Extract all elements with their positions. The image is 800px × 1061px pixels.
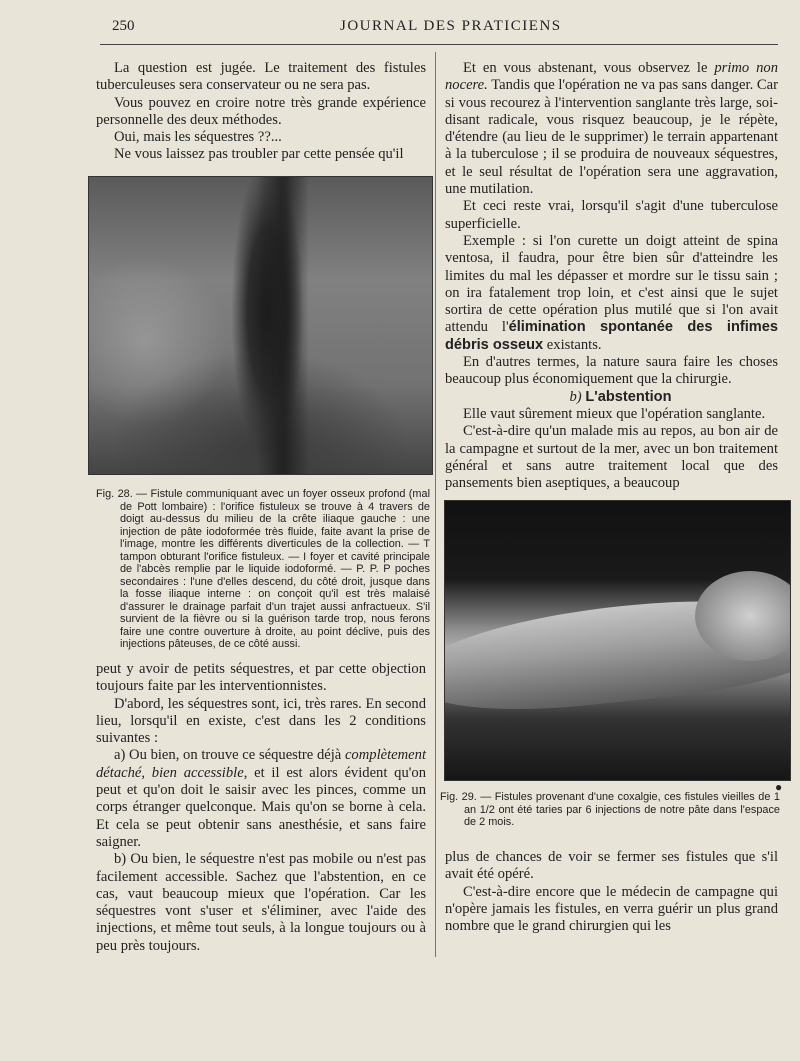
paragraph: plus de chances de voir se fermer ses fistules que s'il avait été opéré.: [445, 849, 778, 883]
section-title: L'abstention: [585, 388, 672, 405]
paragraph: C'est-à-dire qu'un malade mis au repos, au bon air de la campagne et surtout de la mer, avec un bon traitement général et sans autre traitement local que des pansements bien aseptiques, a beaucoup: [445, 423, 778, 492]
paragraph: En d'autres termes, la nature saura faire les choses beaucoup plus économiquement que la chirurgie.: [445, 354, 778, 388]
bold-phrase: élimination spontanée des infimes débris osseux: [445, 319, 778, 353]
left-column-top: [96, 60, 426, 164]
emphasis: complètement détaché, bien accessible: [96, 747, 426, 781]
right-column-bottom: [445, 849, 778, 935]
paragraph: D'abord, les séquestres sont, ici, très rares. En second lieu, lorsqu'il en existe, c'est dans les 2 conditions suivantes :: [96, 695, 426, 747]
section-heading: [445, 389, 778, 406]
paragraph: Ne vous laissez pas troubler par cette pensée qu'il: [114, 146, 404, 163]
paragraph: La question est jugée. Le traitement des fistules tuberculeuses sera conservateur ou ne sera pas.: [96, 60, 426, 94]
paragraph: Vous pouvez en croire notre très grande expérience personnelle des deux méthodes.: [96, 94, 426, 128]
header-rule: [100, 44, 778, 45]
left-column-bottom: [96, 661, 426, 955]
paragraph: b) Ou bien, le séquestre n'est pas mobile ou n'est pas facilement accessible. Sachez que l'abstention, en ce cas, vaut beaucoup mieux que l'opération. Car les séquestres vont s'user et s'éliminer, avec l'aide des injections, et même tout seuls, à la longue toujours ou à peu près toujours.: [96, 851, 426, 954]
paragraph: Oui, mais les séquestres ??...: [114, 129, 282, 146]
paragraph: Elle vaut sûrement mieux que l'opération sanglante.: [463, 405, 766, 422]
figure-28-radiograph: [88, 176, 433, 475]
section-prefix: b): [569, 388, 582, 405]
bullet-mark: ●: [775, 780, 783, 794]
radiograph-highlight: [89, 257, 229, 427]
figure-label: Fig. 29.: [440, 791, 477, 803]
paragraph: C'est-à-dire encore que le médecin de campagne qui n'opère jamais les fistules, en verra guérir un plus grand nombre que le grand chirurgien qui les: [445, 883, 778, 935]
emphasis: primo non nocere.: [445, 60, 779, 94]
paragraph: a) Ou bien, on trouve ce séquestre déjà complètement détaché, bien accessible, et il est alors évident qu'on peut et qu'on doit le saisir avec les pinces, comme un corps étranger quelconque. Mais qu'on se borne à cela. Et cela se peut obtenir sans anesthésie, et sans faire saigner.: [96, 747, 427, 850]
figure-29-caption: [440, 791, 780, 829]
spine-shadow: [257, 177, 309, 474]
caption-text: — Fistule communiquant avec un foyer osseux profond (mal de Pott lombaire) : l'orifice fistuleux se trouve à 4 travers de doigt au-dessus du milieu de la crête iliaque gauche : une injection de pâte iodoformée très fluide, faite avant la prise de l'image, montre les différents diverticules de la collection. — T tampon obturant l'orifice fistuleux. — I foyer et cavité principale de l'abcès remplie par le liquide iodoformé. — P. P. P poches secondaires : l'une d'elles descend, du côté droit, jusque dans la fosse iliaque interne : on conçoit qu'il est très malaisé d'assurer le drainage parfait d'un trajet aussi anfractueux. S'il survient de la fièvre ou si la guérison tarde trop, nous ferons faire une contre ouverture à droite, au point déclive, puis des injections pâteuses, de ce côté aussi.: [120, 488, 430, 650]
paragraph: Et en vous abstenant, vous observez le primo non nocere. Tandis que l'opération ne va pas sans danger. Car si vous recourez à l'intervention sanglante très large, soi-disant radicale, vous risquez beaucoup, je le répète, d'étendre (au lieu de le supprimer) le terrain appartenant à la tuberculose ; il se produira de nouveaux séquestres, et le seul résultat de l'opération sera une aggravation, une mutilation.: [445, 60, 779, 198]
figure-28-caption: [96, 488, 430, 651]
paragraph: peut y avoir de petits séquestres, et par cette objection toujours faite par les interventionnistes.: [96, 661, 426, 695]
figure-label: Fig. 28.: [96, 488, 133, 500]
page-header: [0, 18, 800, 42]
journal-title: JOURNAL DES PRATICIENS: [340, 18, 562, 34]
page-number: 250: [112, 18, 135, 34]
caption-text: — Fistules provenant d'une coxalgie, ces fistules vieilles de 1 an 1/2 ont été taries par 6 injections de notre pâte dans l'espace de 2 mois.: [464, 791, 780, 828]
figure-29-photo: [444, 500, 791, 781]
paragraph: Exemple : si l'on curette un doigt atteint de spina ventosa, il faudra, pour être bien sûr d'atteindre les limites du mal les dépasser et mordre sur le tissu sain ; on ira fatalement trop loin, et c'est ainsi que le sujet sortira de cette opération plus mutilé que si l'on avait attendu l'élimination spontanée des infimes débris osseux existants.: [445, 232, 778, 353]
column-divider: [435, 52, 436, 957]
right-column-top: [445, 60, 778, 492]
paragraph: Et ceci reste vrai, lorsqu'il s'agit d'une tuberculose superficielle.: [445, 198, 778, 232]
